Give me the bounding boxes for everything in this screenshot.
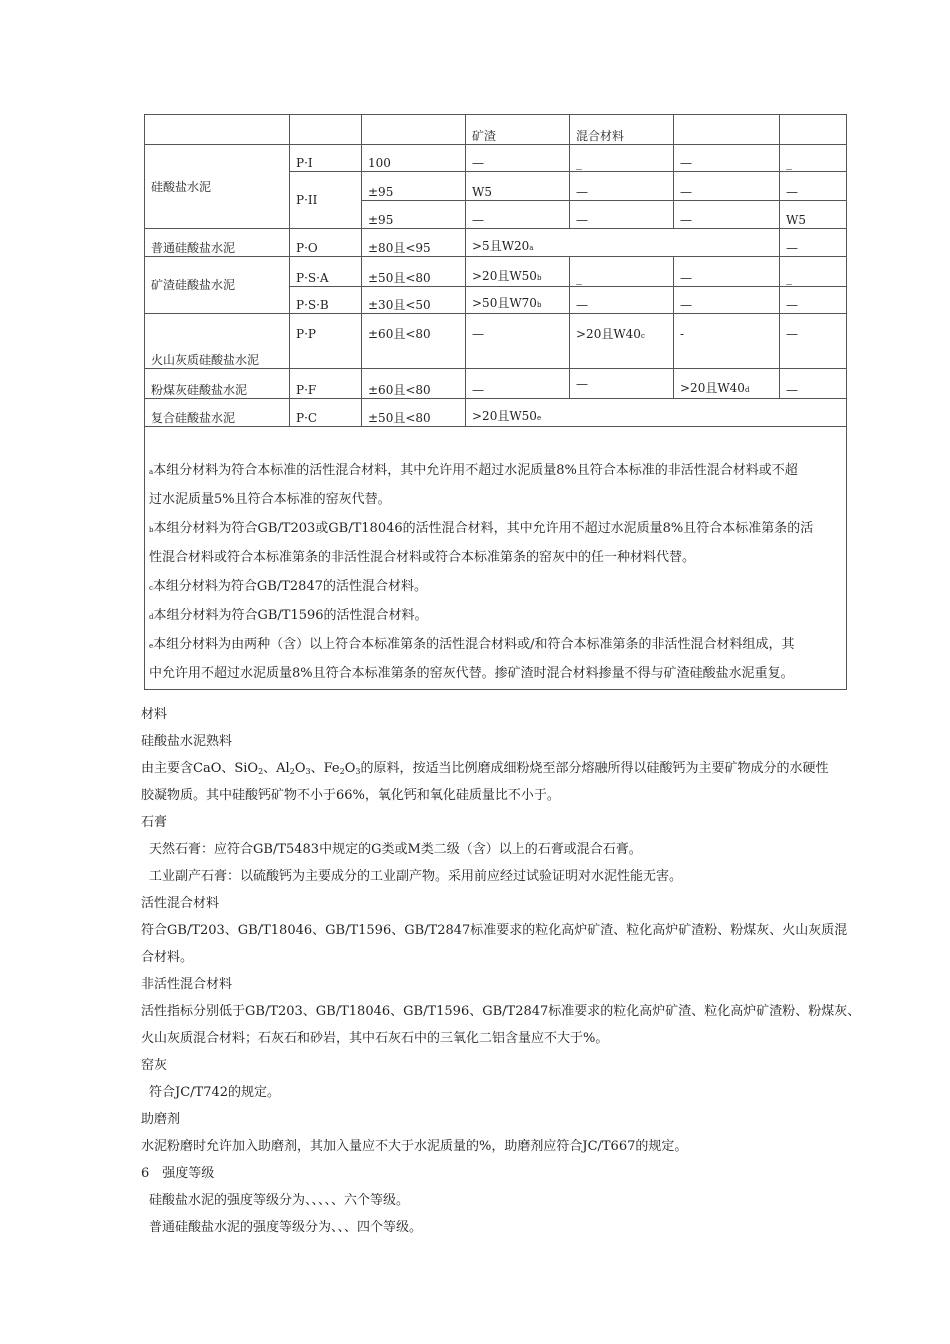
paragraph: 符合JC/T742的规定。 — [149, 1085, 281, 1100]
document-body — [141, 701, 861, 1241]
subsection-heading: 非活性混合材料 — [141, 977, 233, 992]
cement-name: 矿渣硅酸盐水泥 — [145, 257, 290, 314]
table-row — [145, 229, 847, 257]
subsection-heading: 硅酸盐水泥熟料 — [141, 734, 233, 749]
table-cell: ±30且<50 — [362, 287, 466, 314]
table-cell: ±60且<80 — [362, 314, 466, 369]
header-cell — [780, 115, 847, 145]
table-cell: >20且W50e — [466, 399, 847, 427]
table-cell: ±95 — [362, 201, 466, 229]
cement-name: 粉煤灰硅酸盐水泥 — [145, 369, 290, 399]
table-cell: >20且W40d — [674, 369, 780, 399]
footnote-mark: c — [640, 332, 645, 340]
table-cell: — — [466, 145, 570, 172]
header-cell: 混合材料 — [570, 115, 674, 145]
table-cell: - — [674, 314, 780, 369]
cement-code: P·I — [290, 145, 362, 172]
table-cell: ±95 — [362, 172, 466, 201]
cement-name: 复合硅酸盐水泥 — [145, 399, 290, 427]
table-cell: >50且W70b — [466, 287, 570, 314]
paragraph: 硅酸盐水泥的强度等级分为、、、、、六个等级。 — [149, 1193, 410, 1208]
table-cell: — — [780, 314, 847, 369]
paragraph: 活性指标分别低于GB/T203、GB/T18046、GB/T1596、GB/T2847标准要求的粒化高炉矿渣、粒化高炉矿渣粉、粉煤灰、 — [141, 1004, 861, 1019]
cement-code: P·F — [290, 369, 362, 399]
table-cell: >20且W50b — [466, 257, 570, 287]
cement-code: P·O — [290, 229, 362, 257]
table-cell: W5 — [780, 201, 847, 229]
table-cell: >5且W20a — [466, 229, 780, 257]
table-cell: ±60且<80 — [362, 369, 466, 399]
footnote: 中允许用不超过水泥质量8%且符合本标准第条的窑灰代替。掺矿渣时混合材料掺量不得与矿渣硅酸盐水泥重复。 — [149, 666, 794, 681]
cement-code: P·C — [290, 399, 362, 427]
cement-code: P·II — [290, 172, 362, 229]
table-cell: — — [780, 229, 847, 257]
table-cell: — — [674, 201, 780, 229]
paragraph: 合材料。 — [141, 950, 194, 965]
footnote: a本组分材料为符合本标准的活性混合材料，其中允许用不超过水泥质量8%且符合本标准的非活性混合材料或不超 — [149, 463, 798, 478]
table-cell: 100 — [362, 145, 466, 172]
table-row — [145, 314, 847, 369]
footnote: 过水泥质量5%且符合本标准的窑灰代替。 — [149, 492, 391, 507]
table-row — [145, 257, 847, 287]
table-row — [145, 399, 847, 427]
table-cell: — — [780, 287, 847, 314]
footnote: e本组分材料为由两种（含）以上符合本标准第条的活性混合材料或/和符合本标准第条的非活性混合材料组成，其 — [149, 637, 795, 652]
subsection-heading: 助磨剂 — [141, 1112, 181, 1127]
table-row — [145, 145, 847, 172]
header-cell — [674, 115, 780, 145]
composition-table — [144, 114, 847, 690]
footnote: 性混合材料或符合本标准第条的非活性混合材料或符合本标准第条的窑灰中的任一种材料代替。 — [149, 550, 696, 565]
header-cell — [145, 115, 290, 145]
cement-code: P·P — [290, 314, 362, 369]
cement-name: 普通硅酸盐水泥 — [145, 229, 290, 257]
footnote: d本组分材料为符合GB/T1596的活性混合材料。 — [149, 608, 428, 623]
cement-name: 火山灰质硅酸盐水泥 — [145, 314, 290, 369]
header-cell — [362, 115, 466, 145]
paragraph: 普通硅酸盐水泥的强度等级分为、、、四个等级。 — [149, 1220, 423, 1235]
table-cell: — — [466, 369, 570, 399]
footnote: b本组分材料为符合GB/T203或GB/T18046的活性混合材料，其中允许用不超过水泥质量8%且符合本标准第条的活 — [149, 521, 814, 536]
footnote: c本组分材料为符合GB/T2847的活性混合材料。 — [149, 579, 427, 594]
paragraph: 由主要含CaO、SiO$_2$、$Al_2O_3$、$Fe_2O_3$的原料，按适当比例磨成细粉烧至部分熔融所得以硅酸钙为主要矿物成分的水硬性 — [141, 761, 829, 776]
footnote-mark: a — [529, 244, 534, 252]
table-cell: _ — [570, 257, 674, 287]
table-cell: — — [674, 145, 780, 172]
subsection-heading: 活性混合材料 — [141, 896, 220, 911]
paragraph: 胶凝物质。其中硅酸钙矿物不小于66%，氧化钙和氧化硅质量比不小于。 — [141, 788, 560, 803]
footnote-mark: b — [536, 274, 542, 282]
subsection-heading: 窑灰 — [141, 1058, 168, 1073]
table-cell: — — [674, 257, 780, 287]
cement-name: 硅酸盐水泥 — [145, 145, 290, 229]
table-cell: >20且W40c — [570, 314, 674, 369]
paragraph: 工业副产石膏：以硫酸钙为主要成分的工业副产物。采用前应经过试验证明对水泥性能无害。 — [149, 869, 683, 884]
table-cell: — — [466, 201, 570, 229]
paragraph: 水泥粉磨时允许加入助磨剂，其加入量应不大于水泥质量的%，助磨剂应符合JC/T667的规定。 — [141, 1139, 688, 1154]
footnote-mark: e — [536, 414, 542, 422]
table-cell: ±80且<95 — [362, 229, 466, 257]
table-cell: ±50且<80 — [362, 399, 466, 427]
footnote-mark: b — [536, 301, 542, 309]
table-cell: _ — [780, 145, 847, 172]
footnote-mark: d — [744, 386, 750, 394]
table-cell: — — [570, 201, 674, 229]
table-cell: — — [780, 172, 847, 201]
table-notes-row — [145, 427, 847, 690]
cement-code: P·S·A — [290, 257, 362, 287]
header-cell — [290, 115, 362, 145]
table-cell: — — [674, 287, 780, 314]
paragraph: 火山灰质混合材料；石灰石和砂岩，其中石灰石中的三氧化二铝含量应不大于%。 — [141, 1031, 609, 1046]
paragraph: 天然石膏：应符合GB/T5483中规定的G类或M类二级（含）以上的石膏或混合石膏。 — [149, 842, 642, 857]
table-cell: — — [570, 369, 674, 399]
section-heading: 6 强度等级 — [141, 1166, 215, 1181]
table-cell: _ — [780, 257, 847, 287]
table-cell: _ — [570, 145, 674, 172]
table-cell: — — [466, 314, 570, 369]
section-heading: 材料 — [141, 707, 168, 722]
table-header-row — [145, 115, 847, 145]
table-cell: — — [570, 287, 674, 314]
table-cell: — — [570, 172, 674, 201]
header-cell: 矿渣 — [466, 115, 570, 145]
table-cell: — — [674, 172, 780, 201]
table-footnotes — [145, 427, 847, 690]
paragraph: 符合GB/T203、GB/T18046、GB/T1596、GB/T2847标准要求的粒化高炉矿渣、粒化高炉矿渣粉、粉煤灰、火山灰质混 — [141, 923, 848, 938]
subsection-heading: 石膏 — [141, 815, 168, 830]
table-cell: — — [780, 369, 847, 399]
table-row — [145, 369, 847, 399]
table-cell: ±50且<80 — [362, 257, 466, 287]
table-cell: W5 — [466, 172, 570, 201]
cement-code: P·S·B — [290, 287, 362, 314]
